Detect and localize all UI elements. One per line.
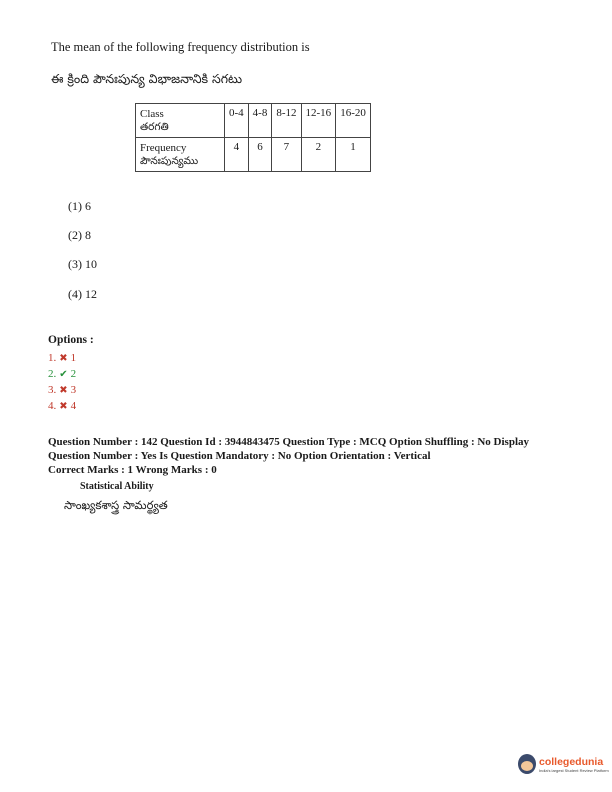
option-row-3 — [48, 384, 76, 396]
frequency-row — [136, 138, 371, 172]
question-meta-line-2: Question Number : Yes Is Question Mandatory : No Option Orientation : Vertical — [48, 450, 431, 462]
mascot-icon — [518, 754, 536, 774]
frequency-label-cell — [136, 138, 225, 172]
option-number: 3. — [48, 384, 57, 396]
option-value: 1 — [70, 352, 77, 364]
question-meta-line-3: Correct Marks : 1 Wrong Marks : 0 — [48, 464, 217, 476]
cross-icon: ✖ — [59, 384, 68, 396]
question-meta-line-1: Question Number : 142 Question Id : 3944843475 Question Type : MCQ Option Shuffling : No Display — [48, 436, 530, 448]
cross-icon: ✖ — [59, 400, 68, 412]
frequency-cell: 2 — [301, 138, 336, 172]
option-number: 2. — [48, 368, 57, 380]
frequency-label-en: Frequency — [140, 141, 187, 154]
option-value: 2 — [70, 368, 77, 380]
frequency-cell: 7 — [272, 138, 301, 172]
option-number: 1. — [48, 352, 57, 364]
class-row — [136, 104, 371, 138]
option-row-1 — [48, 352, 76, 364]
checkmark-icon: ✔ — [59, 368, 68, 380]
frequency-cell: 6 — [248, 138, 272, 172]
options-title: Options : — [48, 334, 94, 346]
subject-telugu: సాంఖ్యకశాస్త్ర సామర్థ్యత — [64, 498, 168, 512]
class-label-cell — [136, 104, 225, 138]
class-cell: 12-16 — [301, 104, 336, 138]
collegedunia-logo — [518, 754, 609, 774]
question-text-english: The mean of the following frequency distribution is — [51, 40, 310, 54]
choice-1: (1) 6 — [68, 199, 91, 213]
class-label-en: Class — [140, 107, 164, 120]
option-row-2 — [48, 368, 76, 380]
class-label-te: తరగతి — [140, 120, 169, 133]
logo-tagline: India's largest Student Review Platform — [539, 767, 609, 773]
frequency-cell: 4 — [225, 138, 249, 172]
option-row-4 — [48, 400, 76, 412]
choice-4: (4) 12 — [68, 287, 97, 301]
subject-english: Statistical Ability — [80, 481, 154, 492]
class-cell: 16-20 — [336, 104, 371, 138]
logo-name: collegedunia — [539, 755, 604, 768]
choice-2: (2) 8 — [68, 228, 91, 242]
cross-icon: ✖ — [59, 352, 68, 364]
frequency-cell: 1 — [336, 138, 371, 172]
frequency-table — [135, 103, 371, 172]
option-number: 4. — [48, 400, 57, 412]
choice-3: (3) 10 — [68, 257, 97, 271]
option-value: 3 — [70, 384, 77, 396]
option-value: 4 — [70, 400, 77, 412]
class-cell: 4-8 — [248, 104, 272, 138]
class-cell: 0-4 — [225, 104, 249, 138]
frequency-label-te: పౌనఃపున్యము — [140, 154, 199, 167]
class-cell: 8-12 — [272, 104, 301, 138]
question-text-telugu: ఈ క్రింది పౌనఃపున్య విభాజనానికి సగటు — [51, 71, 243, 86]
